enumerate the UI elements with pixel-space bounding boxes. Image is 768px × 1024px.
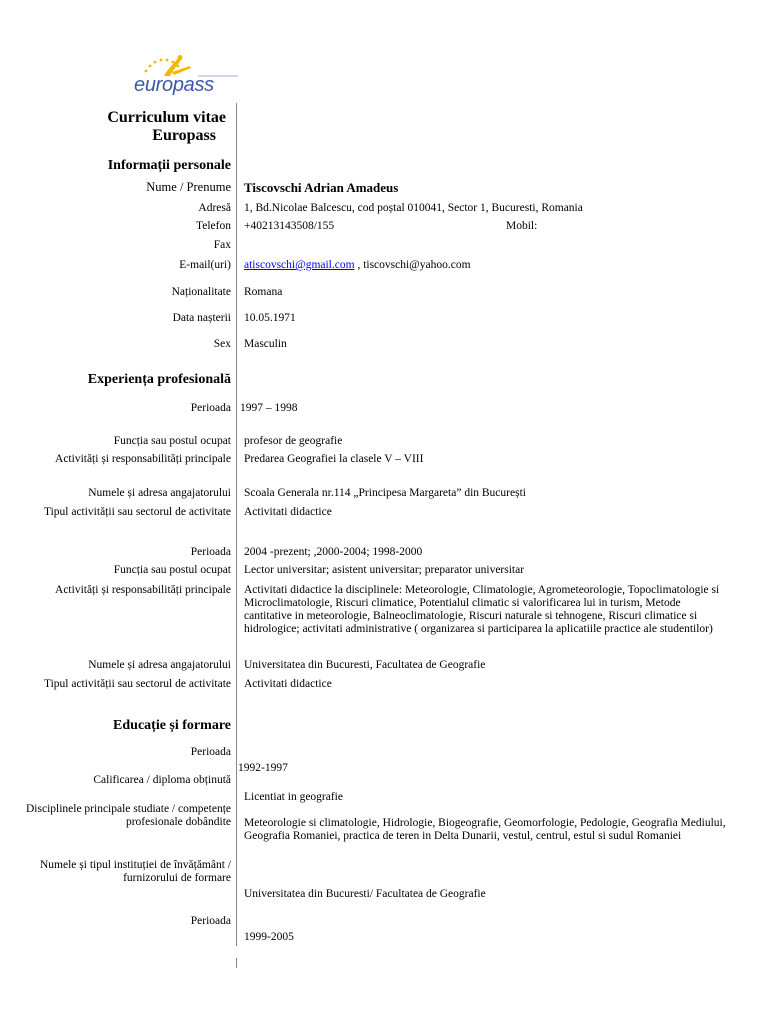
email-value (244, 259, 744, 272)
job2-duties-label: Activități și responsabilități principale (55, 584, 231, 596)
fax-label: Fax (213, 239, 231, 251)
name-label: Nume / Prenume (146, 180, 231, 194)
cv-title-line1: Curriculum vitae (107, 109, 226, 126)
europass-logo (128, 54, 240, 98)
nationality-label: Naționalitate (171, 286, 231, 298)
edu1-subjects-value: Meteorologie si climatologie, Hidrologie, Biogeografie, Geomorfologie, Pedologie, Geografia Mediului, Geografia Romaniei, practica de teren in Delta Dunarii, vestul, centrul, estul si sudul Romaniei (244, 817, 726, 842)
job2-period-value: 2004 -prezent; ,2000-2004; 1998-2000 (244, 546, 423, 558)
job1-duties-label: Activități și responsabilități principale (55, 453, 231, 465)
job2-duties-value: Activitati didactice la disciplinele: Meteorologie, Climatologie, Agrometeorologie, Topoclimatologie si Microclimatologie, Riscuri climatice, Potentialul climatic si valorificarea lui in turism, Metode cantitative in meteorologie, Balneoclimatologie, Riscuri naturale si tehnogene, Riscuri climatice si hidrologice; activitati administrative ( organizarea si participarea la aplicatiile practice ale studentilor) (244, 584, 720, 635)
section-experience-heading: Experiența profesională (87, 372, 231, 387)
section-personal-heading: Informații personale (107, 158, 231, 173)
edu1-institution-value: Universitatea din Bucuresti/ Facultatea de Geografie (244, 888, 486, 900)
nationality-value: Romana (244, 286, 283, 298)
job1-employer-value: Scoala Generala nr.114 „Principesa Margareta” din București (244, 487, 526, 499)
edu1-qualification-label: Calificarea / diploma obținută (93, 774, 231, 786)
job1-period-value: 1997 – 1998 (240, 402, 298, 414)
edu1-institution-label: Numele și tipul instituției de învățământ / furnizorului de formare (40, 859, 231, 884)
job2-sector-label: Tipul activității sau sectorul de activitate (43, 678, 231, 690)
job2-position-label: Funcția sau postul ocupat (113, 564, 231, 576)
job1-sector-label: Tipul activității sau sectorul de activitate (43, 506, 231, 518)
job1-period-label: Perioada (190, 402, 231, 414)
section-education-heading: Educație și formare (113, 718, 231, 733)
sex-label: Sex (213, 338, 231, 350)
cv-title (40, 109, 226, 145)
birthdate-label: Data nașterii (172, 312, 231, 324)
sex-value: Masculin (244, 338, 287, 350)
job1-duties-value: Predarea Geografiei la clasele V – VIII (244, 453, 424, 465)
cv-title-line2: Europass (152, 127, 216, 144)
job2-employer-label: Numele și adresa angajatorului (88, 659, 231, 671)
email-secondary: , tiscovschi@yahoo.com (354, 259, 471, 271)
logo-text: europass (134, 74, 214, 96)
job1-employer-label: Numele și adresa angajatorului (88, 487, 231, 499)
mobile-label: Mobil: (506, 220, 538, 232)
job1-position-label: Funcția sau postul ocupat (113, 435, 231, 447)
edu1-qualification-value: Licentiat in geografie (244, 791, 343, 803)
address-label: Adresă (198, 202, 231, 214)
address-value: 1, Bd.Nicolae Balcescu, cod poștal 010041, Sector 1, Bucuresti, Romania (244, 202, 583, 214)
job1-sector-value: Activitati didactice (244, 506, 332, 518)
edu2-period-value: 1999-2005 (244, 931, 294, 943)
page-divider-tick (236, 958, 237, 968)
edu1-period-label: Perioada (190, 746, 231, 758)
edu2-period-label: Perioada (190, 915, 231, 927)
birthdate-value: 10.05.1971 (244, 312, 296, 324)
job1-position-value: profesor de geografie (244, 435, 343, 447)
job2-sector-value: Activitati didactice (244, 678, 332, 690)
job2-position-value: Lector universitar; asistent universitar; preparator universitar (244, 564, 525, 576)
job2-period-label: Perioada (190, 546, 231, 558)
name-value: Tiscovschi Adrian Amadeus (244, 180, 399, 195)
phone-label: Telefon (196, 220, 231, 232)
column-divider (236, 103, 237, 946)
job2-employer-value: Universitatea din Bucuresti, Facultatea de Geografie (244, 659, 486, 671)
edu1-subjects-label: Disciplinele principale studiate / competențe profesionale dobândite (25, 803, 231, 828)
email-label: E-mail(uri) (179, 259, 231, 271)
email-link[interactable]: atiscovschi@gmail.com (244, 259, 355, 271)
phone-value: +40213143508/155 (244, 220, 335, 232)
edu1-period-value: 1992-1997 (238, 762, 288, 774)
